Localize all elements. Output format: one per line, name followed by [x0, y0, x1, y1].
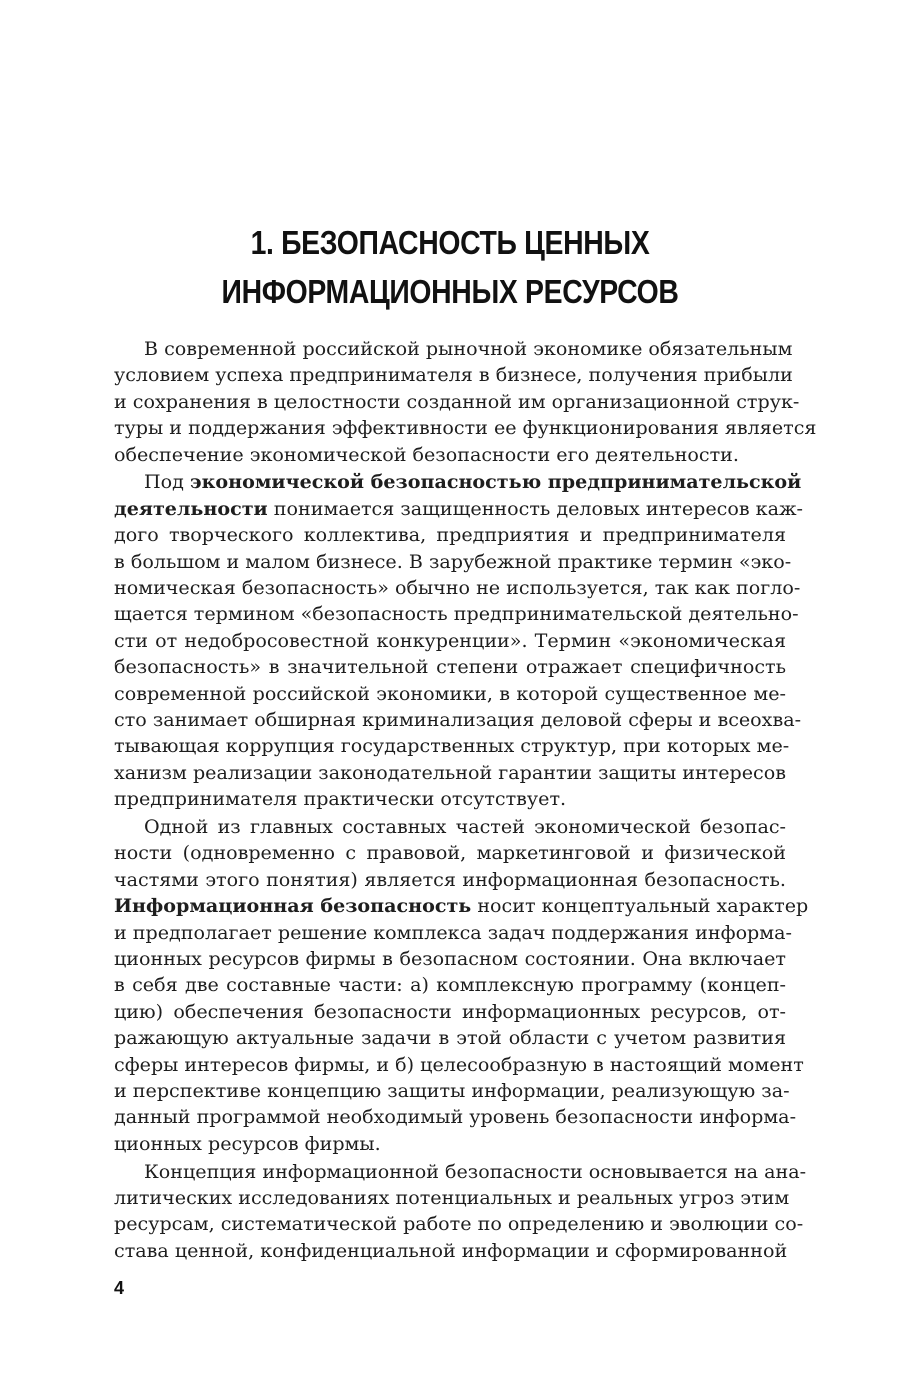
chapter-title	[161, 218, 739, 316]
term-economic-security: экономической безопасностью предпринимательской	[189, 470, 802, 494]
text-line	[114, 469, 802, 495]
text-line: литических исследованиях потенциальных и реальных угроз этим	[114, 1186, 790, 1209]
text-line: щается термином «безопасность предпринимательской деятельно-	[114, 602, 799, 626]
chapter-title-line-1: 1. БЕЗОПАСНОСТЬ ЦЕННЫХ	[250, 224, 650, 261]
text-line: туры и поддержания эффективности ее функционирования является	[114, 416, 817, 440]
text-line: данный программой необходимый уровень безопасности информа-	[114, 1105, 797, 1129]
text-line: условием успеха предпринимателя в бизнесе, получения прибыли	[114, 363, 793, 387]
text-line: предпринимателя практически отсутствует.	[114, 787, 567, 811]
text-line	[114, 893, 809, 919]
text-line: номическая безопасность» обычно не используется, так как погло-	[114, 576, 801, 600]
body-text	[114, 336, 817, 1266]
paragraph-2	[114, 469, 804, 812]
text-line: современной российской экономики, в которой существенное ме-	[114, 681, 786, 705]
page-number: 4	[114, 1278, 125, 1298]
term-economic-security-cont: деятельности	[114, 496, 268, 520]
paragraph-3	[114, 814, 809, 1157]
paragraph-2-prefix: Под	[144, 470, 190, 494]
text-line: Одной из главных составных частей экономической безопас-	[144, 815, 786, 839]
text-line: сто занимает обширная криминализация деловой сферы и всеохва-	[114, 707, 802, 731]
paragraph-2-line-2-rest: понимается защищенность деловых интересов каж-	[267, 496, 804, 520]
text-line: безопасность» в значительной степени отражает специфичность	[114, 655, 786, 679]
text-line: цию) обеспечения безопасности информационных ресурсов, от-	[114, 999, 786, 1023]
text-line: ности (одновременно с правовой, маркетинговой и физической	[114, 841, 786, 865]
text-line: ционных ресурсов фирмы в безопасном состоянии. Она включает	[114, 946, 786, 970]
text-line: в себя две составные части: а) комплексную программу (концеп-	[114, 973, 786, 997]
text-line: ражающую актуальные задачи в этой области с учетом развития	[114, 1026, 786, 1050]
text-line: ханизм реализации законодательной гарантии защиты интересов	[114, 760, 786, 784]
text-line: тывающая коррупция государственных структур, при которых ме-	[114, 734, 790, 758]
text-line	[114, 496, 804, 522]
paragraph-1	[114, 336, 817, 468]
text-line: ресурсам, систематической работе по определению и эволюции со-	[114, 1212, 804, 1236]
text-line: сти от недобросовестной конкуренции». Термин «экономическая	[114, 628, 786, 652]
text-line: и перспективе концепцию защиты информации, реализующую за-	[114, 1078, 790, 1102]
text-line: сферы интересов фирмы, и б) целесообразную в настоящий момент	[114, 1052, 804, 1076]
text-line: и предполагает решение комплекса задач поддержания информа-	[114, 920, 792, 944]
paragraph-3-term-rest: носит концептуальный характер	[471, 894, 809, 918]
text-line: ционных ресурсов фирмы.	[114, 1131, 381, 1155]
text-line: обеспечение экономической безопасности его деятельности.	[114, 442, 739, 466]
term-information-security: Информационная безопасность	[114, 894, 472, 918]
text-line: в большом и малом бизнесе. В зарубежной практике термин «эко-	[114, 549, 792, 573]
text-line: и сохранения в целостности созданной им организационной струк-	[114, 389, 800, 413]
paragraph-4	[114, 1159, 807, 1265]
chapter-title-line-2: ИНФОРМАЦИОННЫХ РЕСУРСОВ	[221, 273, 679, 310]
text-line: става ценной, конфиденциальной информации и сформированной	[114, 1238, 788, 1262]
text-line: частями этого понятия) является информационная безопасность.	[114, 867, 786, 891]
text-line: Концепция информационной безопасности основывается на ана-	[144, 1159, 807, 1183]
text-line: В современной российской рыночной экономике обязательным	[144, 337, 793, 360]
text-line: дого творческого коллектива, предприятия и предпринимателя	[114, 523, 786, 547]
